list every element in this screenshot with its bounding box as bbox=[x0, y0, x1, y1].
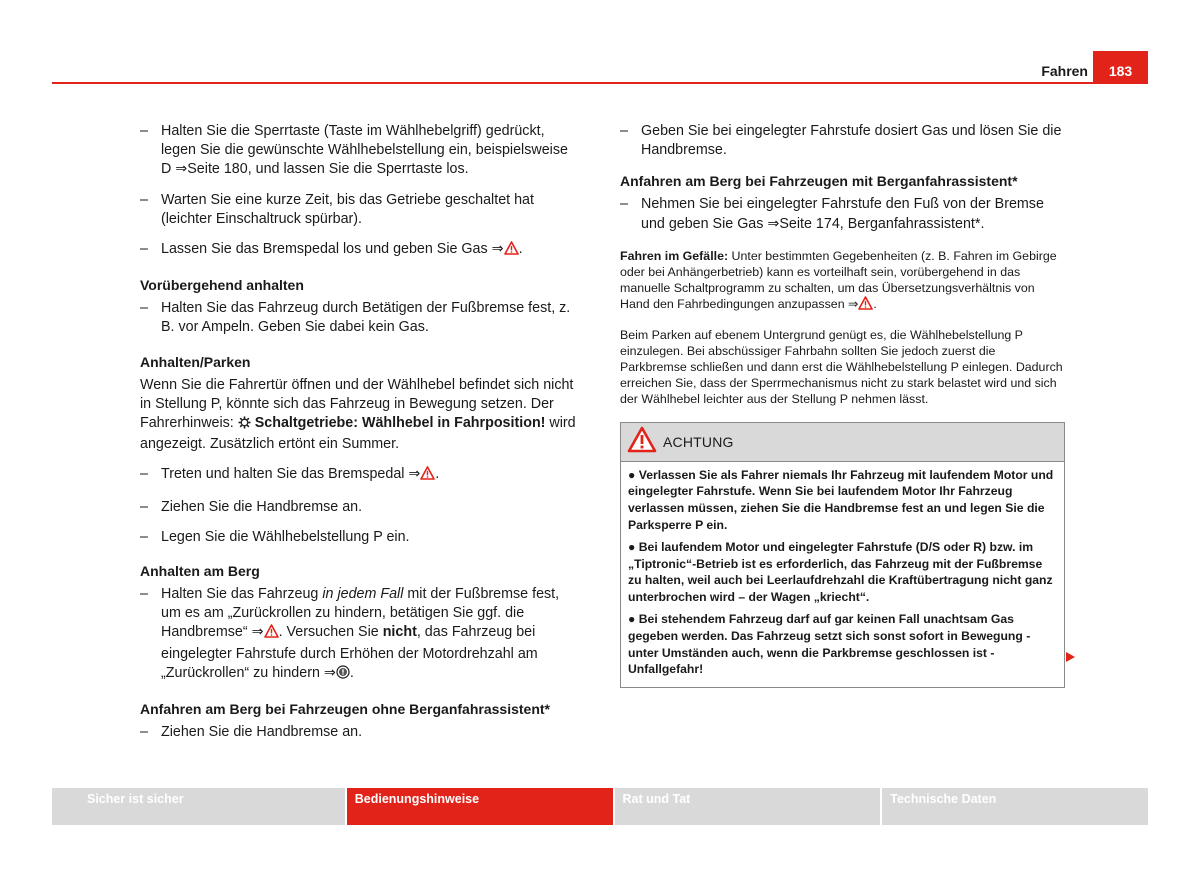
list-item: – Halten Sie das Fahrzeug in jedem Fall mit der Fußbremse fest, um es am „Zurückrollen zu hindern, betätigen Sie ggf. die Handbremse“ ⇒ . Versuchen Sie nicht, das Fahrzeug bei eingelegter Fahrstufe durch Erhöhen der Motordrehzahl am „Zurückrollen“ zu hindern ⇒ . bbox=[140, 585, 580, 685]
tab-bedienungshinweise[interactable]: Bedienungshinweise bbox=[347, 788, 613, 825]
tab-technische-daten[interactable]: Technische Daten bbox=[882, 788, 1148, 825]
list-item: – Ziehen Sie die Handbremse an. bbox=[140, 724, 363, 741]
heading-mit-assistent: Anfahren am Berg bei Fahrzeugen mit Berganfahrassistent* bbox=[620, 173, 1018, 190]
section-title: Fahren bbox=[1041, 63, 1088, 79]
paragraph-parken: Wenn Sie die Fahrertür öffnen und der Wählhebel befindet sich nicht in Stellung P, könnte sich das Fahrzeug in Bewegung setzen. Der Fahrerhinweis: Schaltgetriebe: Wählhebel in Fahrposition! wird angezeigt. Zusätzlich ertönt ein Summer. bbox=[140, 376, 576, 453]
footer-nav bbox=[52, 788, 1148, 825]
warning-item: ● Verlassen Sie als Fahrer niemals Ihr Fahrzeug mit laufendem Motor und eingelegter Fahrstufe. Wenn Sie bei laufendem Motor Ihr Fahrzeug verlassen müssen, ziehen Sie die Handbremse fest an und legen Sie die Parksperre P ein. bbox=[628, 467, 1054, 533]
paragraph-gefaelle: Fahren im Gefälle: Unter bestimmten Gegebenheiten (z. B. Fahren im Gebirge oder bei Anhängerbetrieb) kann es vorteilhaft sein, vorübergehend in das manuelle Schaltprogramm zu schalten, um das Übersetzungsverhältnis von Hand den Fahrbedingungen anzupassen ⇒ . bbox=[620, 248, 1065, 315]
tab-sicher-ist-sicher[interactable]: Sicher ist sicher bbox=[52, 788, 345, 825]
list-item: – Geben Sie bei eingelegter Fahrstufe dosiert Gas und lösen Sie die Handbremse. bbox=[620, 123, 1062, 159]
stop-circle-icon[interactable] bbox=[336, 665, 350, 685]
paragraph-parken-ebene: Beim Parken auf ebenem Untergrund genügt es, die Wählhebelstellung P einzulegen. Bei abschüssiger Fahrbahn sollten Sie jedoch zuerst die Parkbremse schließen und dann erst die Wählhebelstellung P einlegen. Dadurch erreichen Sie, dass der Sperrmechanismus nicht zu stark belastet wird und sich der Wählhebel leichter aus der Stellung P nehmen lässt. bbox=[620, 327, 1063, 407]
header-rule bbox=[52, 82, 1148, 84]
warning-box bbox=[620, 422, 1065, 689]
heading-voruebergehend: Vorübergehend anhalten bbox=[140, 277, 304, 294]
warning-box-header bbox=[621, 423, 1064, 462]
heading-ohne-assistent: Anfahren am Berg bei Fahrzeugen ohne Berganfahrassistent* bbox=[140, 701, 550, 718]
list-item: – Nehmen Sie bei eingelegter Fahrstufe den Fuß von der Bremse und geben Sie Gas ⇒Seite 174, Berganfahrassistent*. bbox=[620, 196, 1044, 232]
red-arrow-icon[interactable] bbox=[1066, 652, 1075, 662]
warning-item: ● Bei laufendem Motor und eingelegter Fahrstufe (D/S oder R) bzw. im „Tiptronic“-Betrieb ist es erforderlich, das Fahrzeug mit der Fußbremse zu halten, weil auch bei Leerlaufdrehzahl die Kraftübertragung nicht ganz unterbrochen wird – der Wagen „kriecht“. bbox=[628, 539, 1053, 605]
list-item: – Ziehen Sie die Handbremse an. bbox=[140, 498, 363, 515]
left-column bbox=[140, 122, 580, 753]
warning-triangle-icon bbox=[627, 426, 657, 458]
list-item: – Halten Sie das Fahrzeug durch Betätigen der Fußbremse fest, z. B. vor Ampeln. Geben Sie dabei kein Gas. bbox=[140, 300, 571, 336]
right-column bbox=[620, 122, 1065, 688]
page-number: 183 bbox=[1093, 51, 1148, 84]
warning-triangle-icon[interactable] bbox=[858, 296, 873, 314]
list-item: – Warten Sie eine kurze Zeit, bis das Getriebe geschaltet hat (leichter Einschaltruck spürbar). bbox=[140, 191, 534, 227]
warning-triangle-icon[interactable] bbox=[420, 466, 435, 486]
heading-anhalten-parken: Anhalten/Parken bbox=[140, 353, 251, 370]
gear-icon bbox=[238, 416, 251, 435]
warning-triangle-icon[interactable] bbox=[264, 624, 279, 644]
heading-anhalten-berg: Anhalten am Berg bbox=[140, 563, 260, 580]
list-item: – Lassen Sie das Bremspedal los und geben Sie Gas ⇒ . bbox=[140, 240, 580, 261]
warning-box-body bbox=[621, 462, 1064, 688]
warning-title: ACHTUNG bbox=[663, 433, 734, 450]
list-item: – Halten Sie die Sperrtaste (Taste im Wählhebelgriff) gedrückt, legen Sie die gewünschte Wählhebelstellung ein, beispielsweise D ⇒Seite 180, und lassen Sie die Sperrtaste los. bbox=[140, 123, 568, 178]
list-item: – Treten und halten Sie das Bremspedal ⇒ . bbox=[140, 465, 580, 486]
tab-rat-und-tat[interactable]: Rat und Tat bbox=[615, 788, 881, 825]
list-item: – Legen Sie die Wählhebelstellung P ein. bbox=[140, 528, 410, 545]
warning-item: ● Bei stehendem Fahrzeug darf auf gar keinen Fall unachtsam Gas gegeben werden. Das Fahrzeug setzt sich sonst sofort in Bewegung - unter Umständen auch, wenn die Parkbremse geschlossen ist - Unfallgefahr! bbox=[628, 612, 1031, 677]
warning-triangle-icon[interactable] bbox=[504, 241, 519, 261]
